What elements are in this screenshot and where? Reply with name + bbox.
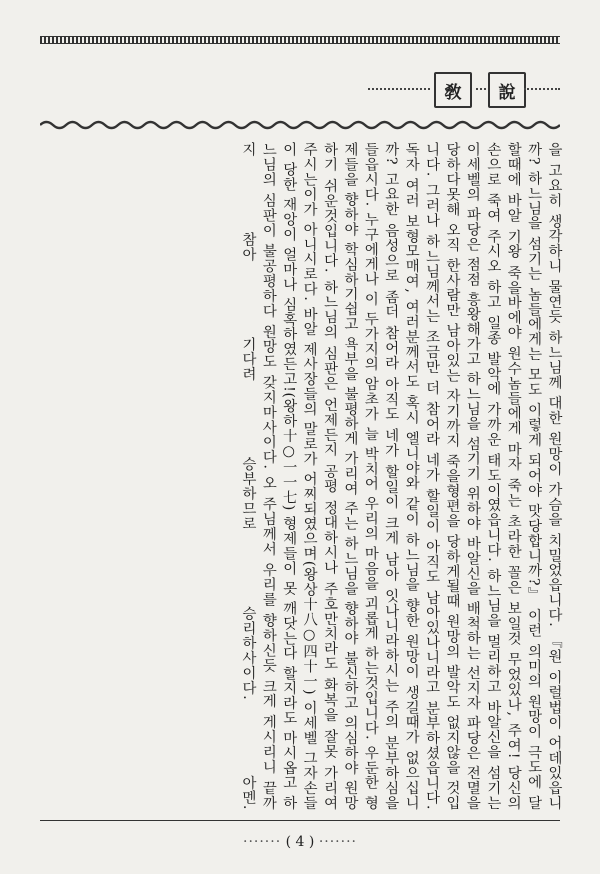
header-char-box-left: 敎 [434, 72, 472, 108]
section-header [40, 70, 560, 106]
bottom-border-rule [40, 820, 560, 821]
page-footer [0, 834, 600, 850]
wave-border-rule [40, 118, 560, 132]
header-dotted-line-middle [476, 88, 486, 90]
header-dotted-line-left [368, 88, 430, 90]
footer-dots-right: ······· [318, 834, 357, 850]
footer-paren-close: ) [308, 834, 315, 850]
top-border-rule [40, 36, 560, 44]
article-body-text: 을 고요히 생각하니 물연듯 하느님께 대한 원망이 가슴을 치밀었읍니다. 『원 이럴법이 어데있읍니까? 하느님을 섬기는 놈들에게는 모도 이렇게 되어야 맛당합니까?』 이런 의미의 원망이 극도에 달할때에 바알 기왕 죽을바에야 원수놈들에게 마자 죽는 초라한 꼴은 보일것 무었있나, 주여! 당신의 손으로 죽여 주시오 하고 일종 발악에 가까운 태도이였읍니다. 하느님을 멀리하고 바알신을 섬기는 이세벨의 파당은 점점 흥왕해가고 하느님을 섬기기 위하야 바알신을 배척하는 선지자 파당은 전멸을 당하다못해 오직 한사람만 남아있는 자기까지 죽을형편을 당하게될때 원망의 발악도 없지않을 것입니다. 그러나 하느님께서는 조금만 더 참어라 네가 할일이 아직도 남아있나니라고 분부하셨읍니다. 독자 여러 보형모매여, 여러분께서도 혹시 엘니야와 같이 하느님을 향한 원망이 생길때가 없으십니까? 고요한 음성으로 좀더 참어라 아직도 네가 할일이 크게 남아 잇나니라하시는 주의 분부하심을 들읍시다. 누구에게나 이 두가지의 암초가 늘 박치어 우리의 마음을 괴롭게 하는것입니다. 우둔한 형제들을 향하야 학심하기쉽고 욕부을 불평하게 가리여 주는 하느님을 향하야 불신하고 의심하야 원망하기 쉬운것입니다. 하느님의 심판은 언제든지 공평 정대하시나 주호만치라도 화복을 잘못 가리여 주시는이가 아니시로다. 바알 제사장들의 말로가 어찌되였으며(왕상十八○四十一) 이세벨 그자손들이 당한 재앙이 얼마나 심혹하였든고!(왕하十○一一七) 형제들이 못 깨닷는다 할지라도 마시옵고 하느님의 심판이 불공평하다 원망도 갖지마사이다. 오 주님께서 우리를 향하신듯 크게 게시리니 끝까지 참아 기다려 승부하므로 승리하사이다. 아멘. [239, 142, 562, 810]
header-char-box-right: 說 [488, 72, 526, 108]
footer-paren-open: ( [285, 834, 292, 850]
header-dotted-line-right [524, 88, 560, 90]
wave-ornament-icon [40, 118, 560, 132]
footer-dots-left: ······· [243, 834, 282, 850]
page-number: 4 [295, 834, 305, 850]
